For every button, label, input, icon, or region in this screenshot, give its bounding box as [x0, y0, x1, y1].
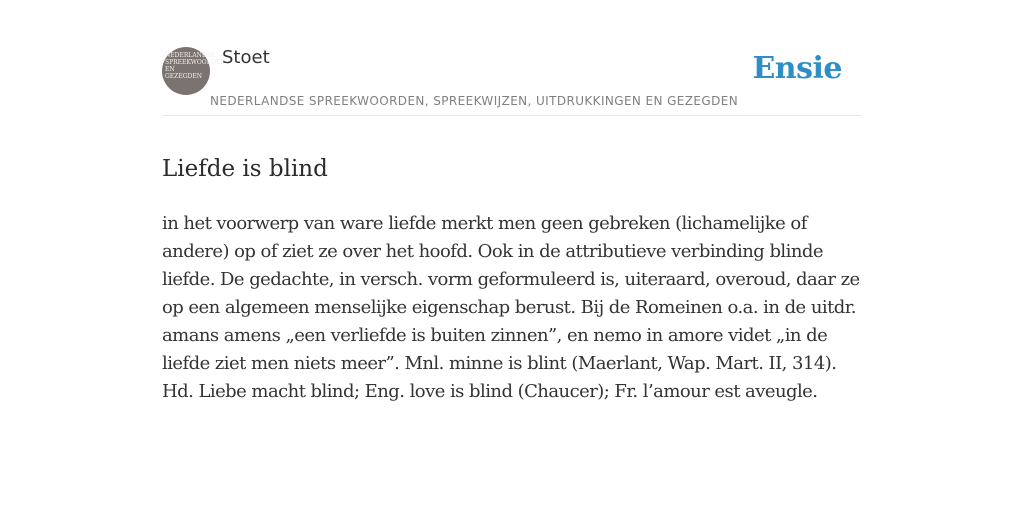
- source-avatar[interactable]: [162, 47, 226, 95]
- source-name[interactable]: Stoet: [222, 47, 270, 68]
- avatar-logo-text: NEDERLANDSE SPREEKWOORDEN EN GEZEGDEN: [165, 52, 226, 80]
- entry-card: [162, 0, 862, 512]
- entry-definition: in het voorwerp van ware liefde merkt men geen gebreken (lichamelijke of andere) op of ziet ze over het hoofd. Ook in de attributieve verbinding blinde liefde. De gedachte, in versch. vorm geformuleerd is, uiteraard, overoud, daar ze op een algemeen menselijke eigenschap berust. Bij de Romeinen o.a. in de uitdr. amans amens „een verliefde is buiten zinnen”, en nemo in amore videt „in de liefde ziet men niets meer”. Mnl. minne is blint (Maerlant, Wap. Mart. II, 314). Hd. Liebe macht blind; Eng. love is blind (Chaucer); Fr. l’amour est aveugle.: [162, 213, 860, 402]
- brand-logo[interactable]: Ensie: [752, 51, 842, 86]
- entry-title: Liefde is blind: [162, 156, 328, 183]
- source-subtitle: NEDERLANDSE SPREEKWOORDEN, SPREEKWIJZEN, UITDRUKKINGEN EN GEZEGDEN: [210, 94, 739, 108]
- source-header: [162, 0, 862, 116]
